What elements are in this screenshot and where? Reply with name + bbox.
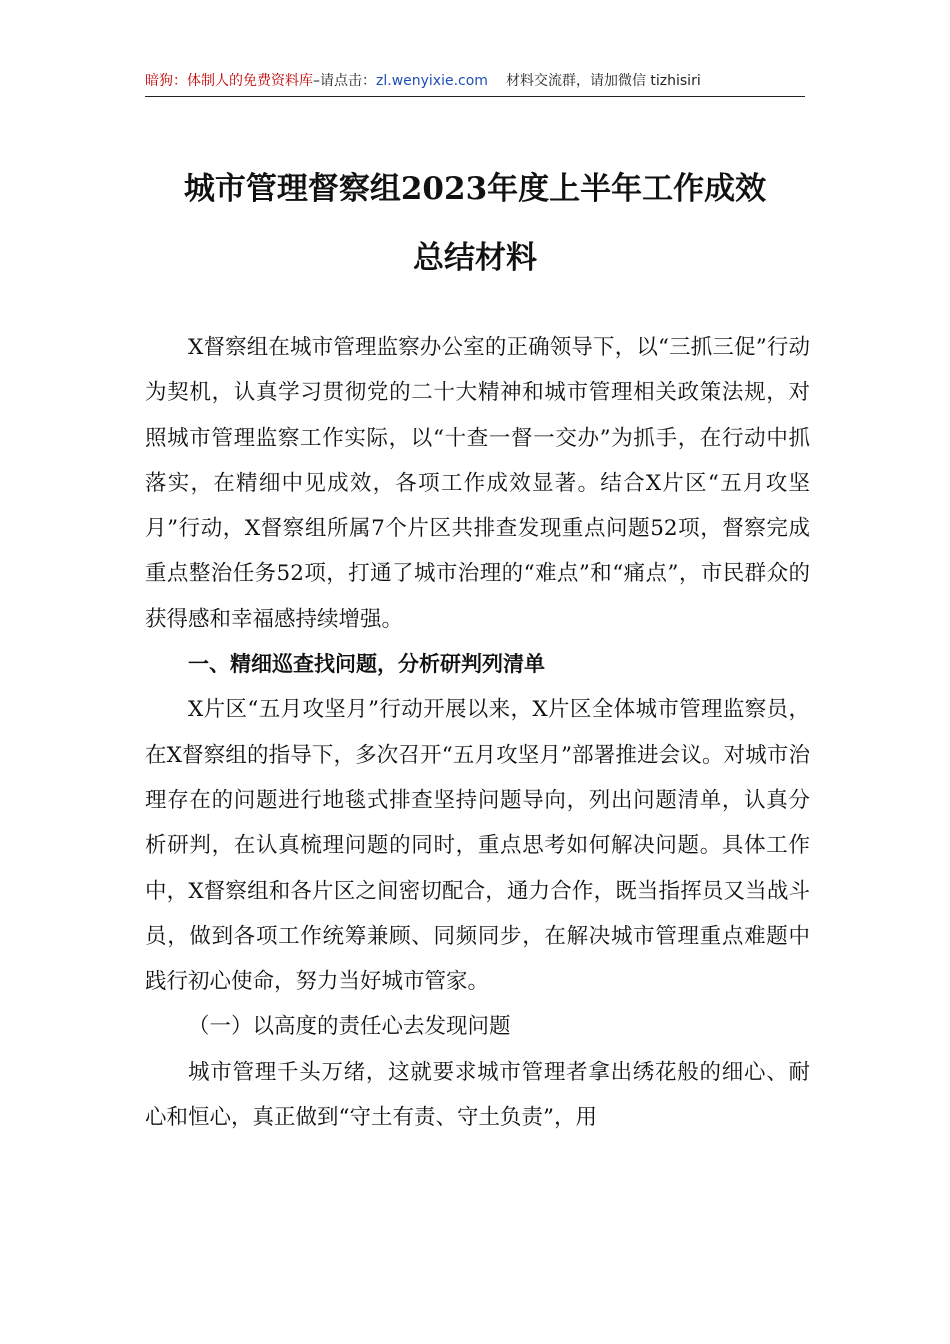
site-url-link[interactable]: zl.wenyixie.com: [376, 73, 488, 89]
subsection-1-paragraph: 城市管理千头万绪，这就要求城市管理者拿出绣花般的细心、耐心和恒心，真正做到“守土有责、守土负责”，用: [145, 1059, 810, 1131]
document-body: [145, 325, 810, 1140]
section-1-paragraph: X片区“五月攻坚月”行动开展以来，X片区全体城市管理监察员，在X督察组的指导下，多次召开“五月攻坚月”部署推进会议。对城市治理存在的问题进行地毯式排查坚持问题导向，列出问题清单，认真分析研判，在认真梳理问题的同时，重点思考如何解决问题。具体工作中，X督察组和各片区之间密切配合，通力合作，既当指挥员又当战斗员，做到各项工作统筹兼顾、同频同步，在解决城市管理重点难题中践行初心使命，努力当好城市管家。: [145, 697, 810, 995]
site-name: 暗狗：体制人的免费资料库: [145, 73, 313, 89]
section-1-heading: 一、精细巡查找问题，分析研判列清单: [188, 652, 545, 677]
document-title-line2: 总结材料: [413, 240, 537, 276]
click-prefix: –请点击：: [313, 73, 376, 89]
header-bar: [145, 66, 805, 97]
wechat-note: 材料交流群，请加微信 tizhisiri: [505, 73, 701, 89]
document-title-line1: 城市管理督察组2023年度上半年工作成效: [183, 171, 767, 207]
subsection-1-heading: （一）以高度的责任心去发现问题: [188, 1014, 511, 1040]
intro-paragraph: X督察组在城市管理监察办公室的正确领导下，以“三抓三促”行动为契机，认真学习贯彻党的二十大精神和城市管理相关政策法规，对照城市管理监察工作实际，以“十查一督一交办”为抓手，在行动中抓落实，在精细中见成效，各项工作成效显著。结合X片区“五月攻坚月”行动，X督察组所属7个片区共排查发现重点问题52项，督察完成重点整治任务52项，打通了城市治理的“难点”和“痛点”，市民群众的获得感和幸福感持续增强。: [145, 335, 810, 632]
